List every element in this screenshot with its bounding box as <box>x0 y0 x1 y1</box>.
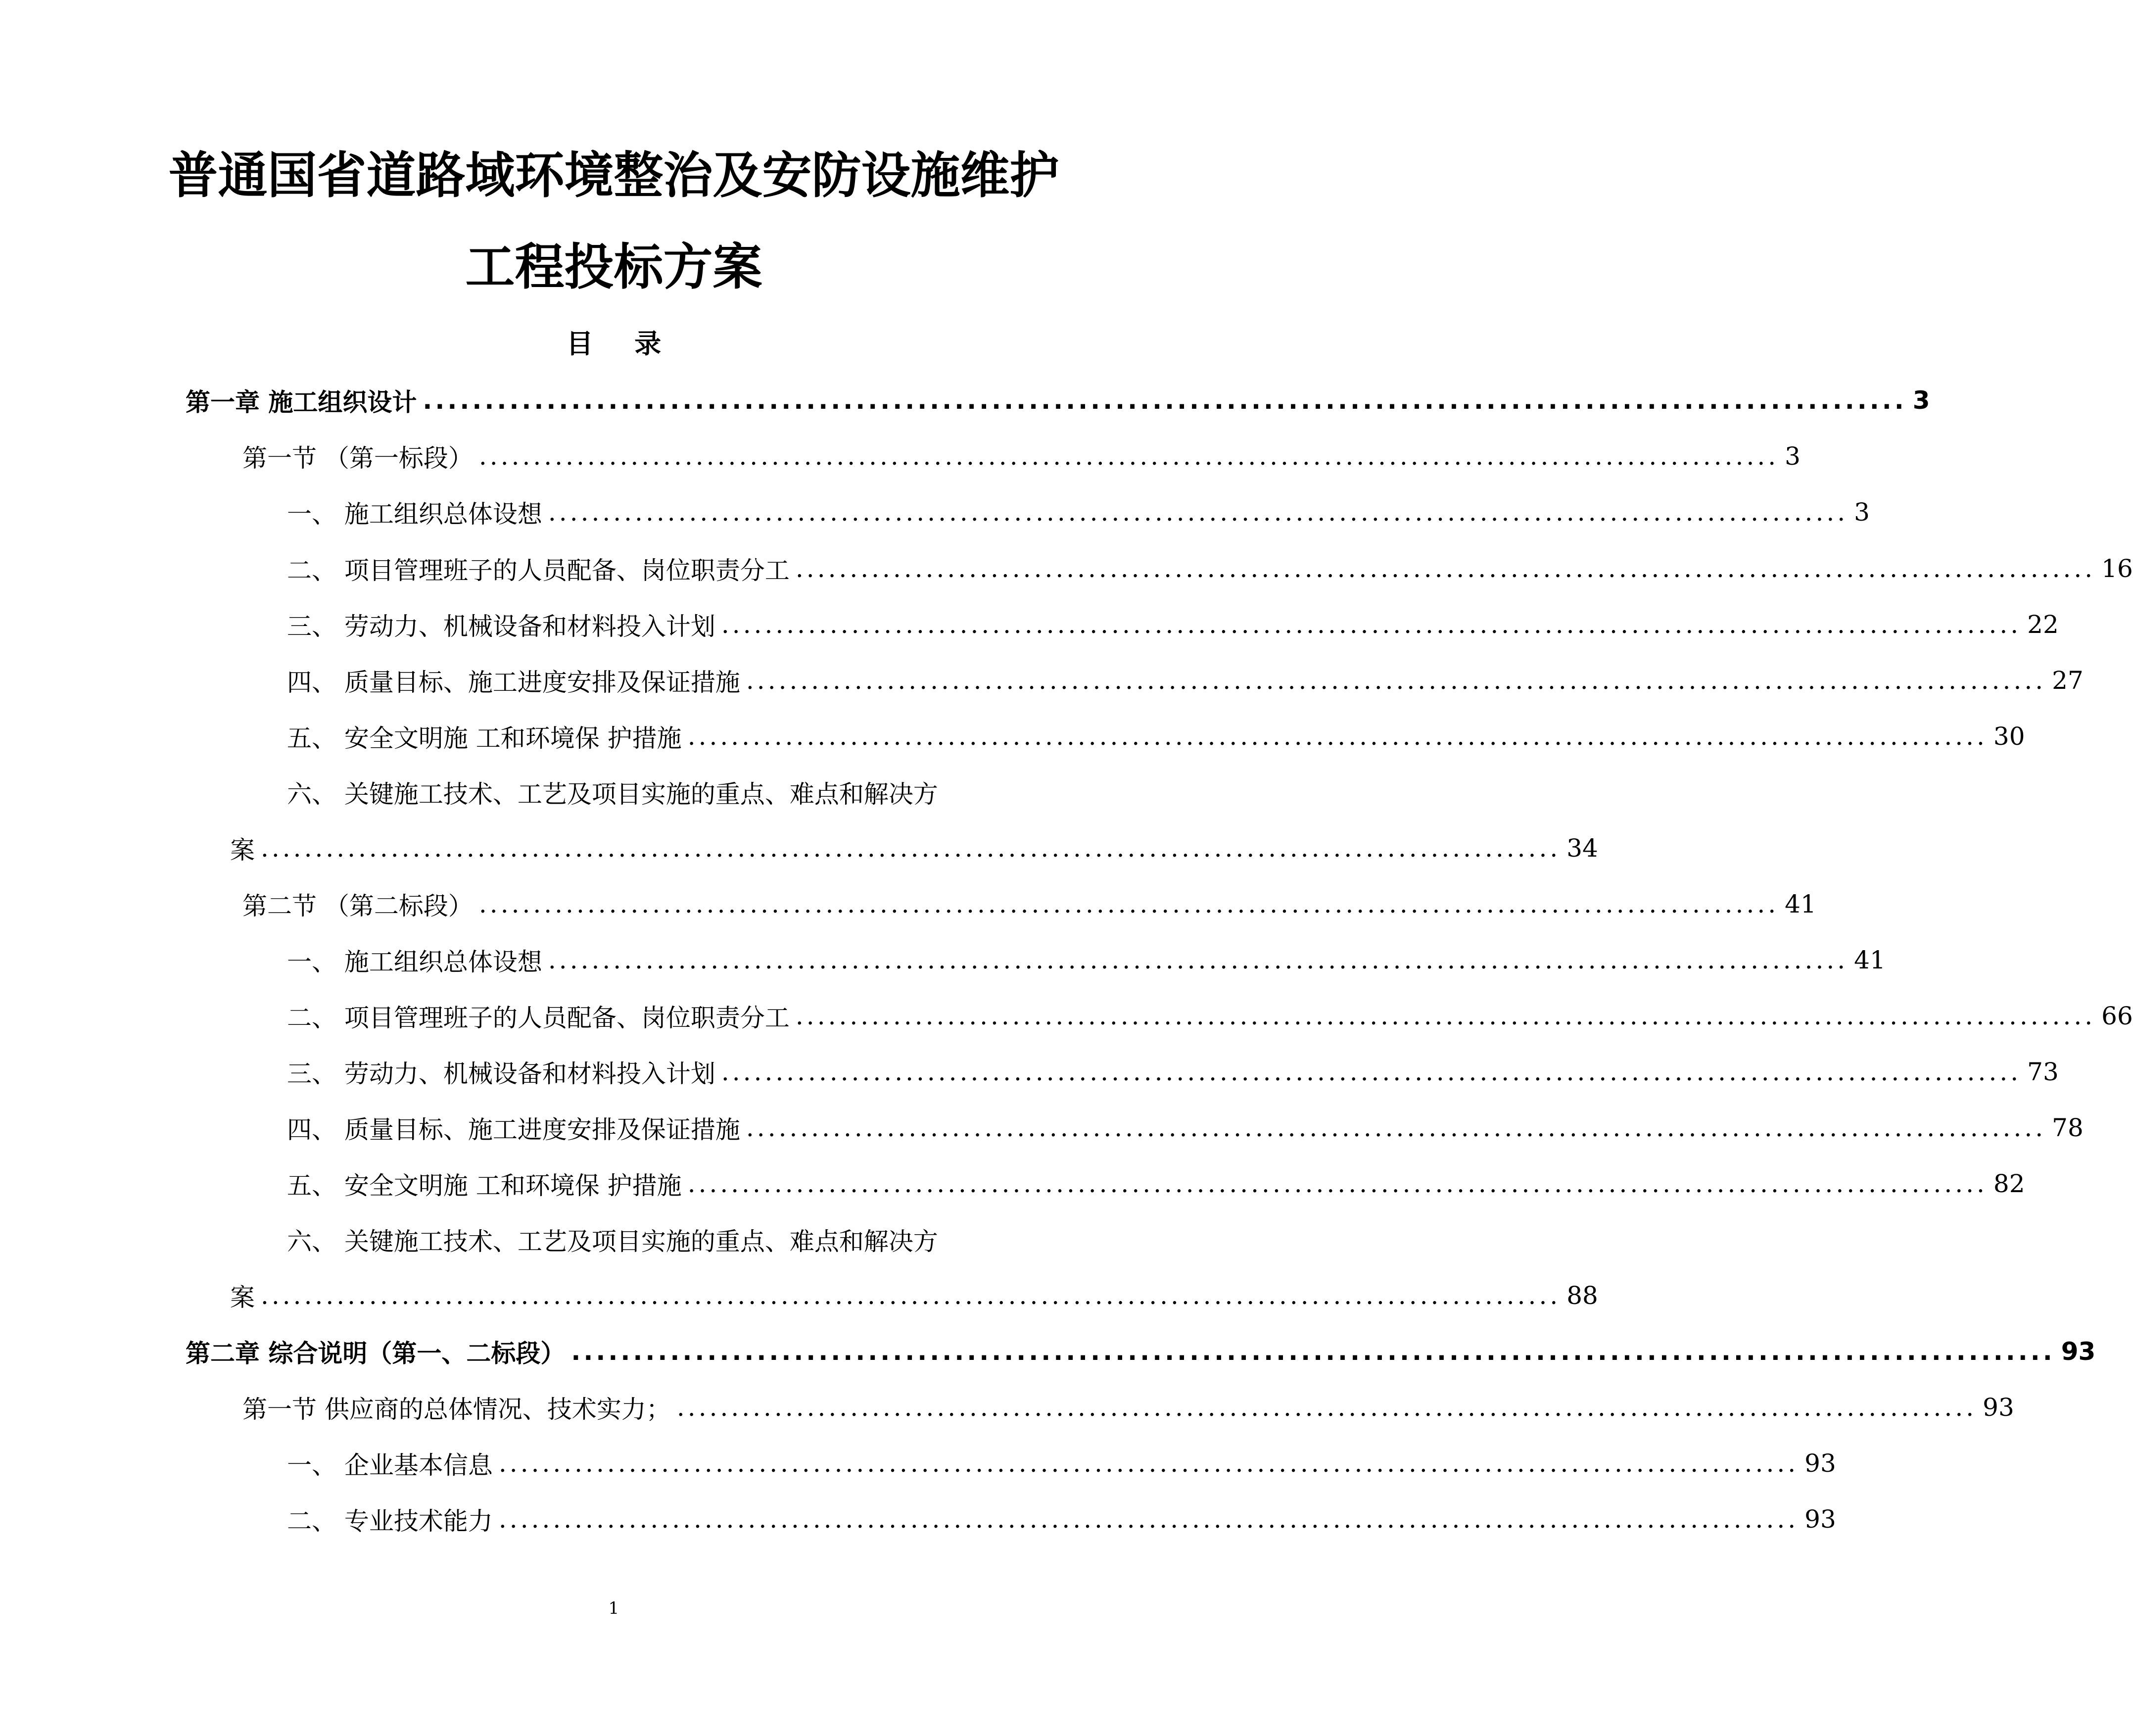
toc-entry-page: 27 <box>2052 666 2084 695</box>
toc-entry-item-1-2-3[interactable] <box>287 1050 2059 1094</box>
toc-entry-label: 第一节 （第一标段） <box>242 444 473 473</box>
toc-entry-label: 六、 关键施工技术、工艺及项目实施的重点、难点和解决方 <box>287 780 938 809</box>
toc-entry-item-1-1-1[interactable] <box>287 490 1870 534</box>
toc-entry-item-1-1-6-line2[interactable] <box>230 826 1598 870</box>
dot-leader: ........................................................................................................................ <box>746 666 2046 695</box>
dot-leader: ........................................................................................................................ <box>423 386 1907 415</box>
toc-entry-label: 第一节 供应商的总体情况、技术实力； <box>242 1395 671 1424</box>
dot-leader: ........................................................................................................................ <box>498 1505 1799 1534</box>
toc-entry-label: 二、 专业技术能力 <box>287 1507 493 1536</box>
toc-entry-page: 22 <box>2027 610 2059 639</box>
toc-heading: 目 录 <box>566 328 677 359</box>
toc-entry-item-1-1-4[interactable] <box>287 658 2084 703</box>
toc-entry-page: 3 <box>1912 386 1930 415</box>
dot-leader: ........................................................................................................................ <box>571 1337 2055 1366</box>
toc-entry-item-2-1-2[interactable] <box>287 1497 1836 1542</box>
toc-entry-section-1-2[interactable] <box>242 882 1816 926</box>
toc-entry-page: 73 <box>2027 1058 2059 1086</box>
dot-leader: ........................................................................................................................ <box>721 610 2022 639</box>
toc-entry-item-1-2-6-line2[interactable] <box>230 1273 1598 1318</box>
toc-entry-label: 一、 施工组织总体设想 <box>287 948 542 976</box>
toc-entry-label: 五、 安全文明施 工和环境保 护措施 <box>287 1171 682 1200</box>
dot-leader: ........................................................................................................................ <box>795 554 2096 583</box>
toc-entry-label: 一、 施工组织总体设想 <box>287 500 542 529</box>
toc-entry-page: 66 <box>2101 1002 2133 1030</box>
toc-entry-label: 五、 安全文明施 工和环境保 护措施 <box>287 724 682 753</box>
page-number: 1 <box>608 1598 619 1618</box>
toc-entry-label: 案 <box>230 836 255 865</box>
toc-entry-page: 34 <box>1566 834 1598 863</box>
toc-entry-label: 第二章 综合说明（第一、二标段） <box>186 1339 566 1368</box>
toc-entry-item-1-1-6-line1[interactable] <box>287 770 938 815</box>
toc-entry-label: 四、 质量目标、施工进度安排及保证措施 <box>287 1115 740 1144</box>
dot-leader: ........................................................................................................................ <box>687 1169 1988 1198</box>
toc-entry-label: 四、 质量目标、施工进度安排及保证措施 <box>287 668 740 697</box>
toc-entry-item-1-2-5[interactable] <box>287 1161 2025 1206</box>
toc-entry-item-1-2-1[interactable] <box>287 938 1886 982</box>
dot-leader: ........................................................................................................................ <box>721 1058 2022 1086</box>
dot-leader: ........................................................................................................................ <box>478 442 1779 471</box>
toc-entry-item-2-1-1[interactable] <box>287 1441 1836 1486</box>
dot-leader: ........................................................................................................................ <box>498 1449 1799 1478</box>
dot-leader: ........................................................................................................................ <box>261 834 1561 863</box>
dot-leader: ........................................................................................................................ <box>676 1393 1977 1422</box>
dot-leader: ........................................................................................................................ <box>548 498 1849 527</box>
toc-entry-section-1-1[interactable] <box>242 434 1801 479</box>
toc-entry-label: 第二节 （第二标段） <box>242 892 473 920</box>
toc-entry-item-1-1-5[interactable] <box>287 714 2025 759</box>
toc-entry-item-1-2-2[interactable] <box>287 994 2133 1038</box>
toc-entry-page: 88 <box>1566 1281 1598 1310</box>
toc-entry-page: 16 <box>2101 554 2133 583</box>
document-title-line-2: 工程投标方案 <box>465 238 762 296</box>
toc-entry-label: 案 <box>230 1283 255 1312</box>
toc-entry-page: 30 <box>1993 722 2025 751</box>
toc-entry-section-2-1[interactable] <box>242 1385 2014 1430</box>
dot-leader: ........................................................................................................................ <box>795 1002 2096 1030</box>
toc-entry-item-1-2-6-line1[interactable] <box>287 1217 938 1262</box>
toc-entry-page: 41 <box>1785 890 1816 918</box>
toc-entry-page: 93 <box>2061 1337 2096 1366</box>
toc-entry-item-1-1-3[interactable] <box>287 602 2059 647</box>
toc-entry-page: 78 <box>2052 1113 2084 1142</box>
toc-entry-label: 二、 项目管理班子的人员配备、岗位职责分工 <box>287 1004 790 1032</box>
toc-entry-item-1-2-4[interactable] <box>287 1106 2084 1150</box>
toc-entry-chapter-2[interactable] <box>186 1329 2096 1374</box>
toc-entry-page: 3 <box>1785 442 1801 471</box>
toc-entry-label: 一、 企业基本信息 <box>287 1451 493 1480</box>
toc-entry-label: 第一章 施工组织设计 <box>186 388 417 417</box>
toc-entry-page: 82 <box>1993 1169 2025 1198</box>
toc-entry-page: 3 <box>1854 498 1870 527</box>
toc-entry-chapter-1[interactable] <box>186 378 1930 423</box>
dot-leader: ........................................................................................................................ <box>746 1113 2046 1142</box>
toc-entry-page: 93 <box>1983 1393 2014 1422</box>
toc-entry-page: 41 <box>1854 946 1886 974</box>
toc-entry-item-1-1-2[interactable] <box>287 546 2133 591</box>
toc-entry-label: 三、 劳动力、机械设备和材料投入计划 <box>287 612 715 641</box>
toc-entry-page: 93 <box>1804 1449 1836 1478</box>
toc-entry-label: 二、 项目管理班子的人员配备、岗位职责分工 <box>287 556 790 585</box>
dot-leader: ........................................................................................................................ <box>261 1281 1561 1310</box>
document-title-line-1: 普通国省道路域环境整治及安防设施维护 <box>168 146 1059 204</box>
toc-entry-page: 93 <box>1804 1505 1836 1534</box>
dot-leader: ........................................................................................................................ <box>687 722 1988 751</box>
toc-entry-label: 六、 关键施工技术、工艺及项目实施的重点、难点和解决方 <box>287 1227 938 1256</box>
dot-leader: ........................................................................................................................ <box>548 946 1849 974</box>
toc-entry-label: 三、 劳动力、机械设备和材料投入计划 <box>287 1060 715 1088</box>
dot-leader: ........................................................................................................................ <box>478 890 1779 918</box>
